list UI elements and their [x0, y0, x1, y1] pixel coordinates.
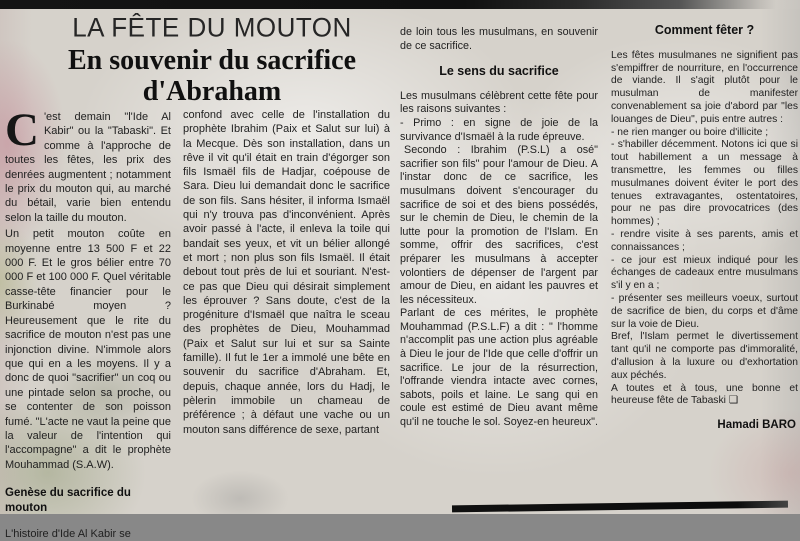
col4-paragraph-8: A toutes et à tous, une bonne et heureuse fête de Tabaski ❏ — [611, 382, 798, 407]
col4-list-item-1: - ne rien manger ou boire d'illicite ; — [611, 126, 769, 138]
col4-list-item-2: - s'habiller décemment. Notons ici que si tout habillement a un message à transmettre, les femmes ou filles musulmanes doivent éviter le port des tenues extravagantes, ostentatoires, pour ne pas dire provocatrices (des hommes) ; — [611, 139, 798, 228]
col3-paragraph-2: - Primo : en signe de joie de la survivance d'Ismaël à la rude épreuve. — [400, 116, 598, 143]
col3-paragraph-3: Secondo : Ibrahim (P.S.L) a osé" sacrifier son fils" pour l'amour de Dieu. A l'instar donc de ce sacrifice, les musulmans doivent s'encourager du sacrifice de soi et des biens possédés, sur le chemin de Dieu, le chemin de la lutte pour la promotion de l'Islam. En somme, offrir des sacrifices, c'est préparer les musulmans à accepter volontiers de dépenser de l'argent par amour de Dieu, en aidant les pauvres et les nécessiteux. — [400, 144, 598, 306]
article-column-3 — [400, 26, 598, 430]
col2-paragraph-1: confond avec celle de l'installation du prophète Ibrahim (Paix et Salut sur lui) à la Mecque. Dès son installation, dans un rêve il vit qu'il était en train d'égorger son fils Ismaël fils de Hadjar, coépouse de Sara. Dieu lui demandait donc le sacrifice de son fils. Sans hésiter, il informa Ismaël qui n'y trouva pas d'inconvénient. Après avoir passé à l'acte, il enleva la toile qui bandait ses yeux, et vit un bélier allongé et mort ; non plus son fils Ismaël. Il était debout tout près de lui et souriant. N'est-ce pas que Dieu qui désirait simplement les éprouver ? Sans doute, c'est de la progéniture d'Ismaël que naîtra le sceau des prophètes de Dieu, Mouhammad (Paix et Salut sur lui et sur sa Sainte famille). Il fut le 1er a immolé une bête en souvenir du sacrifice d'Abraham. Et, depuis, chaque année, lors du Hadj, le pèlerin immobile un chameau de préférence ; à défaut une vache ou un mouton sans différence de sexe, partant — [183, 109, 390, 436]
col3-paragraph-4: Parlant de ces mérites, le prophète Mouhammad (P.S.L.F) a dit : " l'homme n'accomplit pas une action plus agréable à Dieu le jour de l'Ide que celle d'offrir un sacrifice. Le jour de la résurrection, l'offrande viendra intacte avec cornes, sabots, poils et laine. Le sang qui en coule est estimé de Dieu avant même qu'il ne touche le sol. Soyez-en heureux". — [400, 307, 598, 429]
author-byline: Hamadi BARO — [717, 419, 796, 432]
section-heading-comment-feter: Comment fêter ? — [654, 23, 755, 37]
article-column-1 — [5, 104, 171, 541]
col1-paragraph-1-text: 'est demain "l'Ide Al Kabir" ou la "Tabaski". Et comme à l'approche de toutes les fêtes, les prix des denrées augmentent ; notamment le prix du mouton qui, au marché du bétail, varie bien entendu selon la taille du mouton. — [5, 111, 171, 224]
dropcap-letter: C — [5, 104, 39, 156]
article-title-block — [28, 12, 396, 108]
col1-paragraph-1 — [5, 104, 171, 225]
article-kicker: LA FÊTE DU MOUTON — [72, 11, 352, 43]
article-column-2 — [183, 108, 390, 437]
col4-list-item-4: - ce jour est mieux indiqué pour les échanges de cadeaux entre musulmans s'il y en a ; — [611, 254, 798, 292]
col1-paragraph-2: Un petit mouton coûte en moyenne entre 13 500 F et 22 000 F. Et le gros bélier entre 70 000 F et 100 000 F. Quel véritable casse-tête financier pour le Burkinabé moyen ? Heureusement que le rite du sacrifice de mouton n'est pas une injonction divine. N'immole alors que qui en a les moyens. Il y a donc de quoi "sacrifier" un coq ou une pintade selon sa proche, ou se contenter de son poisson fumé. "L'acte ne vaut la peine que la valeur de l'intention qui l'accompagne" a dit le prophète Mouhammad (S.A.W). — [5, 228, 171, 471]
col3-paragraph-1: Les musulmans célèbrent cette fête pour les raisons suivantes : — [400, 89, 598, 116]
section-heading-sens: Le sens du sacrifice — [439, 64, 559, 79]
article-column-4 — [611, 24, 798, 432]
col4-paragraph-1: Les fêtes musulmanes ne signifient pas s'empiffrer de nourriture, en l'occurrence de viande. Il s'agit plutôt pour le musulman de manifester convenablement sa joie d'abord par "les louanges de Dieu", puis entre autres : — [611, 49, 798, 125]
col3-paragraph-0: de loin tous les musulmans, en souvenir de ce sacrifice. — [400, 26, 598, 52]
top-border-rule — [0, 0, 800, 9]
col1-paragraph-3: L'histoire d'Ide Al Kabir se — [5, 527, 131, 540]
section-heading-genese: Genèse du sacrifice du mouton — [5, 487, 131, 514]
col4-list-item-5: - présenter ses meilleurs voeux, surtout de sacrifice de bien, du corps et d'âme sur la voie de Dieu. — [611, 292, 798, 330]
article-headline: En souvenir du sacrifice d'Abraham — [67, 45, 357, 107]
bottom-border-rule — [452, 501, 788, 513]
col4-list-item-3: - rendre visite à ses parents, amis et connaissances ; — [611, 228, 798, 253]
col4-paragraph-7: Bref, l'Islam permet le divertissement tant qu'il ne comporte pas d'immoralité, d'allusion à la luxure ou d'exhortation aux péchés. — [611, 331, 798, 381]
